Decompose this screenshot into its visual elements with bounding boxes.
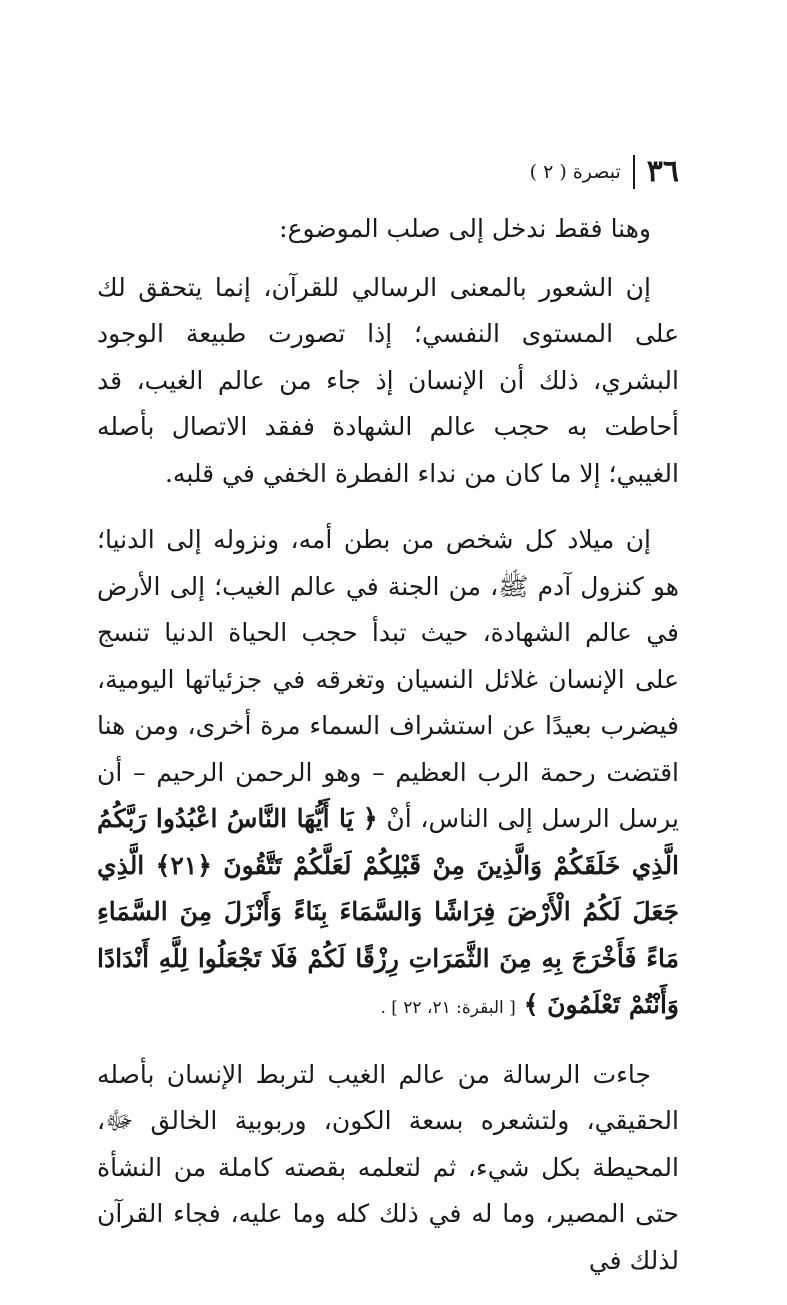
quran-verse: ﴿ يَا أَيُّهَا النَّاسُ اعْبُدُوا رَبَّكُمُ الَّذِي خَلَقَكُمْ وَالَّذِينَ مِنْ قَبْلِكُمْ لَعَلَّكُمْ تَتَّقُونَ ﴿٢١﴾ الَّذِي جَعَلَ لَكُمُ الْأَرْضَ فِرَاشًا وَالسَّمَاءَ بِنَاءً وَأَنْزَلَ مِنَ السَّمَاءِ مَاءً فَأَخْرَجَ بِهِ مِنَ الثَّمَرَاتِ رِزْقًا لَكُمْ فَلَا تَجْعَلُوا لِلَّهِ أَنْدَادًا وَأَنْتُمْ تَعْلَمُونَ ﴾ bbox=[97, 804, 680, 1019]
paragraph-birth-text: إن ميلاد كل شخص من بطن أمه، ونزوله إلى الدنيا؛ هو كنزول آدم ﷺ، من الجنة في عالم الغيب؛ إلى الأرض في عالم الشهادة، حيث تبدأ حجب الحياة الدنيا تنسج على الإنسان غلائل النسيان وتغرقه في جزئياتها اليومية، فيضرب بعيدًا عن استشراف السماء مرة أخرى، ومن هنا اقتضت رحمة الرب العظيم – وهو الرحمن الرحيم – أن يرسل الرسل إلى الناس، أنْ bbox=[97, 525, 679, 833]
page-number: ٣٦ bbox=[646, 154, 679, 189]
book-title: تبصرة ( ٢ ) bbox=[529, 161, 621, 183]
paragraph-message-feeling: إن الشعور بالمعنى الرسالي للقرآن، إنما يتحقق لك على المستوى النفسي؛ إذا تصورت طبيعة الوجود البشري، ذلك أن الإنسان إذ جاء من عالم الغيب، قد أحاطت به حجب عالم الشهادة ففقد الاتصال بأصله الغيبي؛ إلا ما كان من نداء الفطرة الخفي في قلبه. bbox=[97, 272, 679, 488]
body-text bbox=[97, 206, 679, 1284]
paragraph-spacer bbox=[97, 497, 679, 517]
paragraph-spacer bbox=[97, 253, 679, 265]
paragraph-intro: وهنا فقط ندخل إلى صلب الموضوع: bbox=[279, 214, 651, 243]
paragraph-birth bbox=[97, 517, 679, 1032]
paragraph-spacer bbox=[97, 1032, 679, 1052]
verse-citation: [ البقرة: ٢١، ٢٢ ] . bbox=[380, 998, 516, 1018]
running-head bbox=[530, 152, 679, 192]
paragraph-message-came: جاءت الرسالة من عالم الغيب لتربط الإنسان بأصله الحقيقي، ولتشعره بسعة الكون، وربوبية الخالق ﷻ، المحيطة بكل شيء، ثم لتعلمه بقصته كاملة من النشأة حتى المصير، وما له في ذلك كله وما عليه، فجاء القرآن لذلك في bbox=[97, 1059, 679, 1275]
header-divider bbox=[633, 155, 635, 189]
